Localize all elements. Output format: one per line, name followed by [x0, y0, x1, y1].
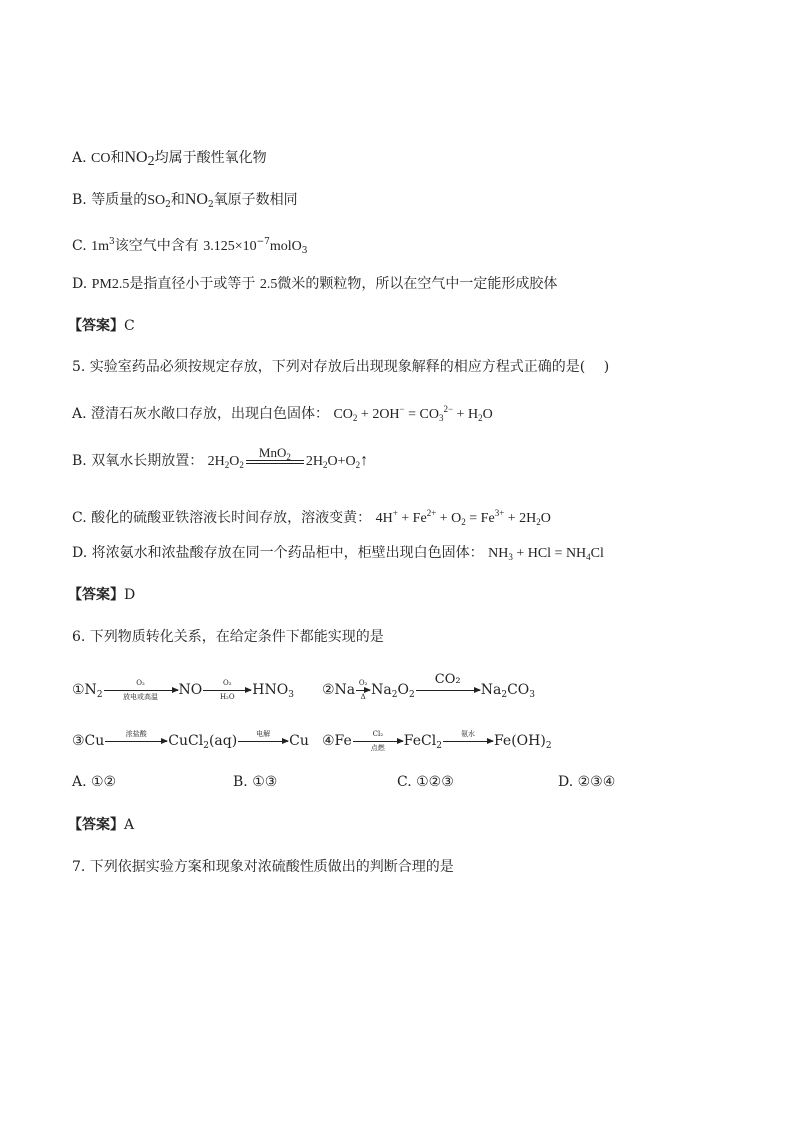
q6-option-d: D. ②③④ — [558, 774, 616, 790]
q5-b-equation: $2H_2O_2$ MnO$_2$ $2H_2O+O_2↑$ — [207, 444, 369, 470]
reaction-arrow: 电解 — [238, 741, 288, 742]
q7-stem: 7. 下列依据实验方案和现象对浓硫酸性质做出的判断合理的是 — [72, 859, 454, 875]
q5-option-b: B. 双氧水长期放置： $2H_2O_2$ MnO$_2$ $2H_2O+O_2↑$ — [72, 444, 369, 470]
reaction-arrow: $\frac{\text{O₂}}{\text{H₂O}}$ — [203, 690, 251, 691]
q6-answer: 【答案】A — [68, 817, 135, 833]
q6-route-4: ④Fe Cl₂ 点燃 FeCl$_2$ 氨水 $Fe(OH)_2$ — [322, 729, 552, 752]
q4-option-b: B. 等质量的$SO_2$和$NO_2$氧原子数相同 — [72, 191, 298, 210]
q4-option-d: D. PM2.5是指直径小于或等于 2.5微米的颗粒物，所以在空气中一定能形成胶体 — [72, 276, 558, 292]
gas-arrow-icon: ↑ — [360, 452, 369, 469]
reaction-arrow: O₂ 放电或高温 — [104, 690, 178, 691]
q5-answer: 【答案】D — [68, 587, 136, 603]
q6-option-c: C. ①②③ — [397, 774, 454, 790]
q4-option-c: C. $1m^3$该空气中含有 $3.125\times 10^{-7}molO_3$ — [72, 237, 308, 256]
q5-d-equation: $NH_3$ + HCl = $NH_4Cl$ — [488, 546, 604, 562]
reaction-arrow: Cl₂ 点燃 — [353, 741, 403, 742]
q6-option-b: B. ①③ — [233, 774, 278, 790]
q4-option-a: A. CO和NO2均属于酸性氧化物 — [72, 149, 267, 169]
q5-option-d: D. 将浓氨水和浓盐酸存放在同一个药品柜中，柜壁出现白色固体： $NH_3$ + HCl = $NH_4Cl$ — [72, 545, 604, 562]
reaction-arrow: 氨水 — [443, 741, 493, 742]
q6-stem: 6. 下列物质转化关系，在给定条件下都能实现的是 — [72, 629, 384, 645]
q5-option-c: C. 酸化的硫酸亚铁溶液长时间存放，溶液变黄： $4H^+ + Fe^{2+} + O_2 = Fe^{3+} + 2H_2O$ — [72, 508, 551, 527]
reaction-arrow: $\frac{\text{O₂}}{\Delta}$ — [356, 690, 370, 691]
q6-route-2: ②Na $\frac{\text{O₂}}{\Delta}$ $Na_2O_2$ CO₂ $Na_2CO_3$ — [322, 671, 535, 701]
catalyst-double-line: MnO$_2$ — [246, 460, 304, 464]
q5-a-equation: $CO_2 + 2OH^- = CO_3^{2-} + H_2O$ — [333, 404, 493, 423]
q6-route-1: $①N_2$ O₂ 放电或高温 NO $\frac{\text{O₂}}{\text{H₂O}}$ $HNO_3$ — [72, 678, 294, 701]
q6-option-a: A. ①② — [72, 774, 117, 790]
reaction-arrow: CO₂ — [416, 690, 480, 691]
q4-answer: 【答案】C — [68, 318, 135, 334]
q5-stem: 5. 实验室药品必须按规定存放，下列对存放后出现现象解释的相应方程式正确的是( ) — [72, 359, 610, 375]
q5-c-equation: $4H^+ + Fe^{2+} + O_2 = Fe^{3+} + 2H_2O$ — [375, 508, 551, 527]
q6-route-3: ③Cu 浓盐酸 CuCl$_2$(aq) 电解 Cu — [72, 729, 309, 751]
q5-option-a: A. 澄清石灰水敞口存放，出现白色固体： $CO_2 + 2OH^- = CO_3^{2-} + H_2O$ — [72, 404, 493, 423]
reaction-arrow: 浓盐酸 — [105, 741, 167, 742]
